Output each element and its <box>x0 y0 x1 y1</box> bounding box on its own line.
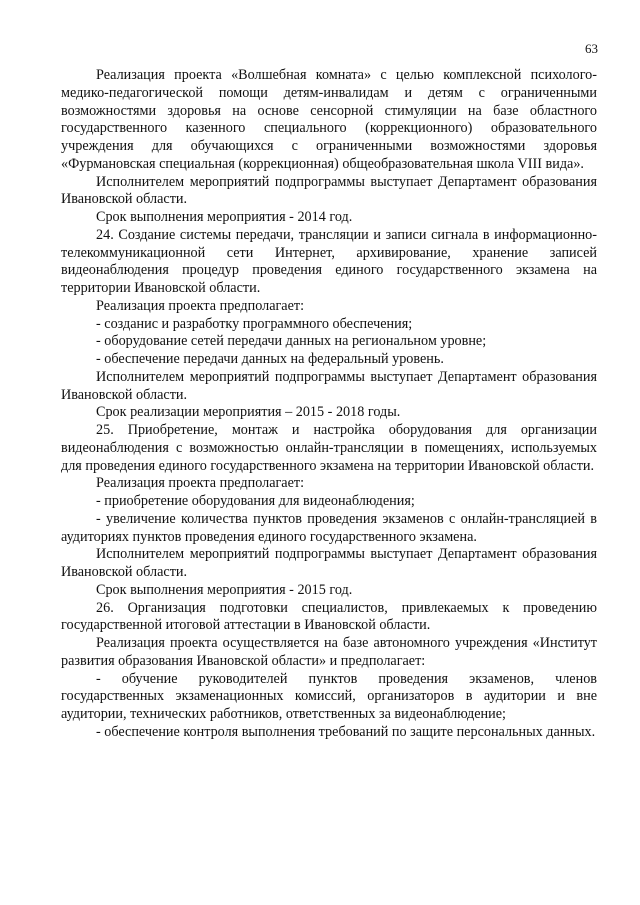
paragraph-executor: Исполнителем мероприятий подпрограммы выступает Департамент образования Ивановской области. <box>61 173 597 208</box>
paragraph-item-26: 26. Организация подготовки специалистов, привлекаемых к проведению государственной итоговой аттестации в Ивановской области. <box>61 599 597 634</box>
paragraph-project-magic-room: Реализация проекта «Волшебная комната» с целью комплексной психолого-медико-педагогической помощи детям-инвалидам и детям с ограниченными возможностями здоровья на основе сенсорной стимуляции на базе областного государственного казенного специального (коррекционного) образовательного учреждения для обучающихся с ограниченными возможностями здоровья «Фурмановская специальная (коррекционная) общеобразовательная школа VIII вида». <box>61 67 597 172</box>
paragraph-executor: Исполнителем мероприятий подпрограммы выступает Департамент образования Ивановской области. <box>61 368 597 403</box>
paragraph-deadline: Срок выполнения мероприятия - 2014 год. <box>96 209 353 225</box>
page-number: 63 <box>585 41 598 56</box>
list-item: - созданис и разработку программного обеспечения; <box>96 315 413 332</box>
paragraph-implementation-intro: Реализация проекта предполагает: <box>96 475 305 492</box>
list-item: - приобретение оборудования для видеонаблюдения; <box>96 493 415 509</box>
list-item: - увеличение количества пунктов проведения экзаменов с онлайн-трансляцией в аудиториях пунктов проведения единого государственного экзамена. <box>61 510 597 545</box>
paragraph-executor: Исполнителем мероприятий подпрограммы выступает Департамент образования Ивановской области. <box>61 546 597 580</box>
paragraph-item-24: 24. Создание системы передачи, трансляции и записи сигнала в информационно-телекоммуникационной сети Интернет, архивирование, хранение записей видеонаблюдения процедур проведения единого государственного экзамена на территории Ивановской области. <box>61 226 597 296</box>
list-item: - оборудование сетей передачи данных на региональном уровне; <box>96 333 487 350</box>
paragraph-implementation-intro: Реализация проекта осуществляется на базе автономного учреждения «Институт развития образования Ивановской области» и предполагает: <box>61 635 597 669</box>
paragraph-deadline: Срок реализации мероприятия – 2015 - 2018 годы. <box>96 404 401 421</box>
paragraph-implementation-intro: Реализация проекта предполагает: <box>96 297 305 314</box>
list-item: - обучение руководителей пунктов проведения экзаменов, членов государственных экзаменационных комиссий, организаторов в аудитории и вне аудитории, технических работников, ответственных за видеонаблюдение; <box>61 670 597 722</box>
list-item: - обеспечение контроля выполнения требований по защите персональных данных. <box>96 723 596 740</box>
paragraph-item-25: 25. Приобретение, монтаж и настройка оборудования для организации видеонаблюдения с возможностью онлайн-трансляции в помещениях, используемых для проведения единого государственного экзамена на территории Ивановской области. <box>61 422 597 474</box>
list-item: - обеспечение передачи данных на федеральный уровень. <box>96 351 444 367</box>
document-body <box>61 67 597 742</box>
paragraph-deadline: Срок выполнения мероприятия - 2015 год. <box>96 581 353 598</box>
